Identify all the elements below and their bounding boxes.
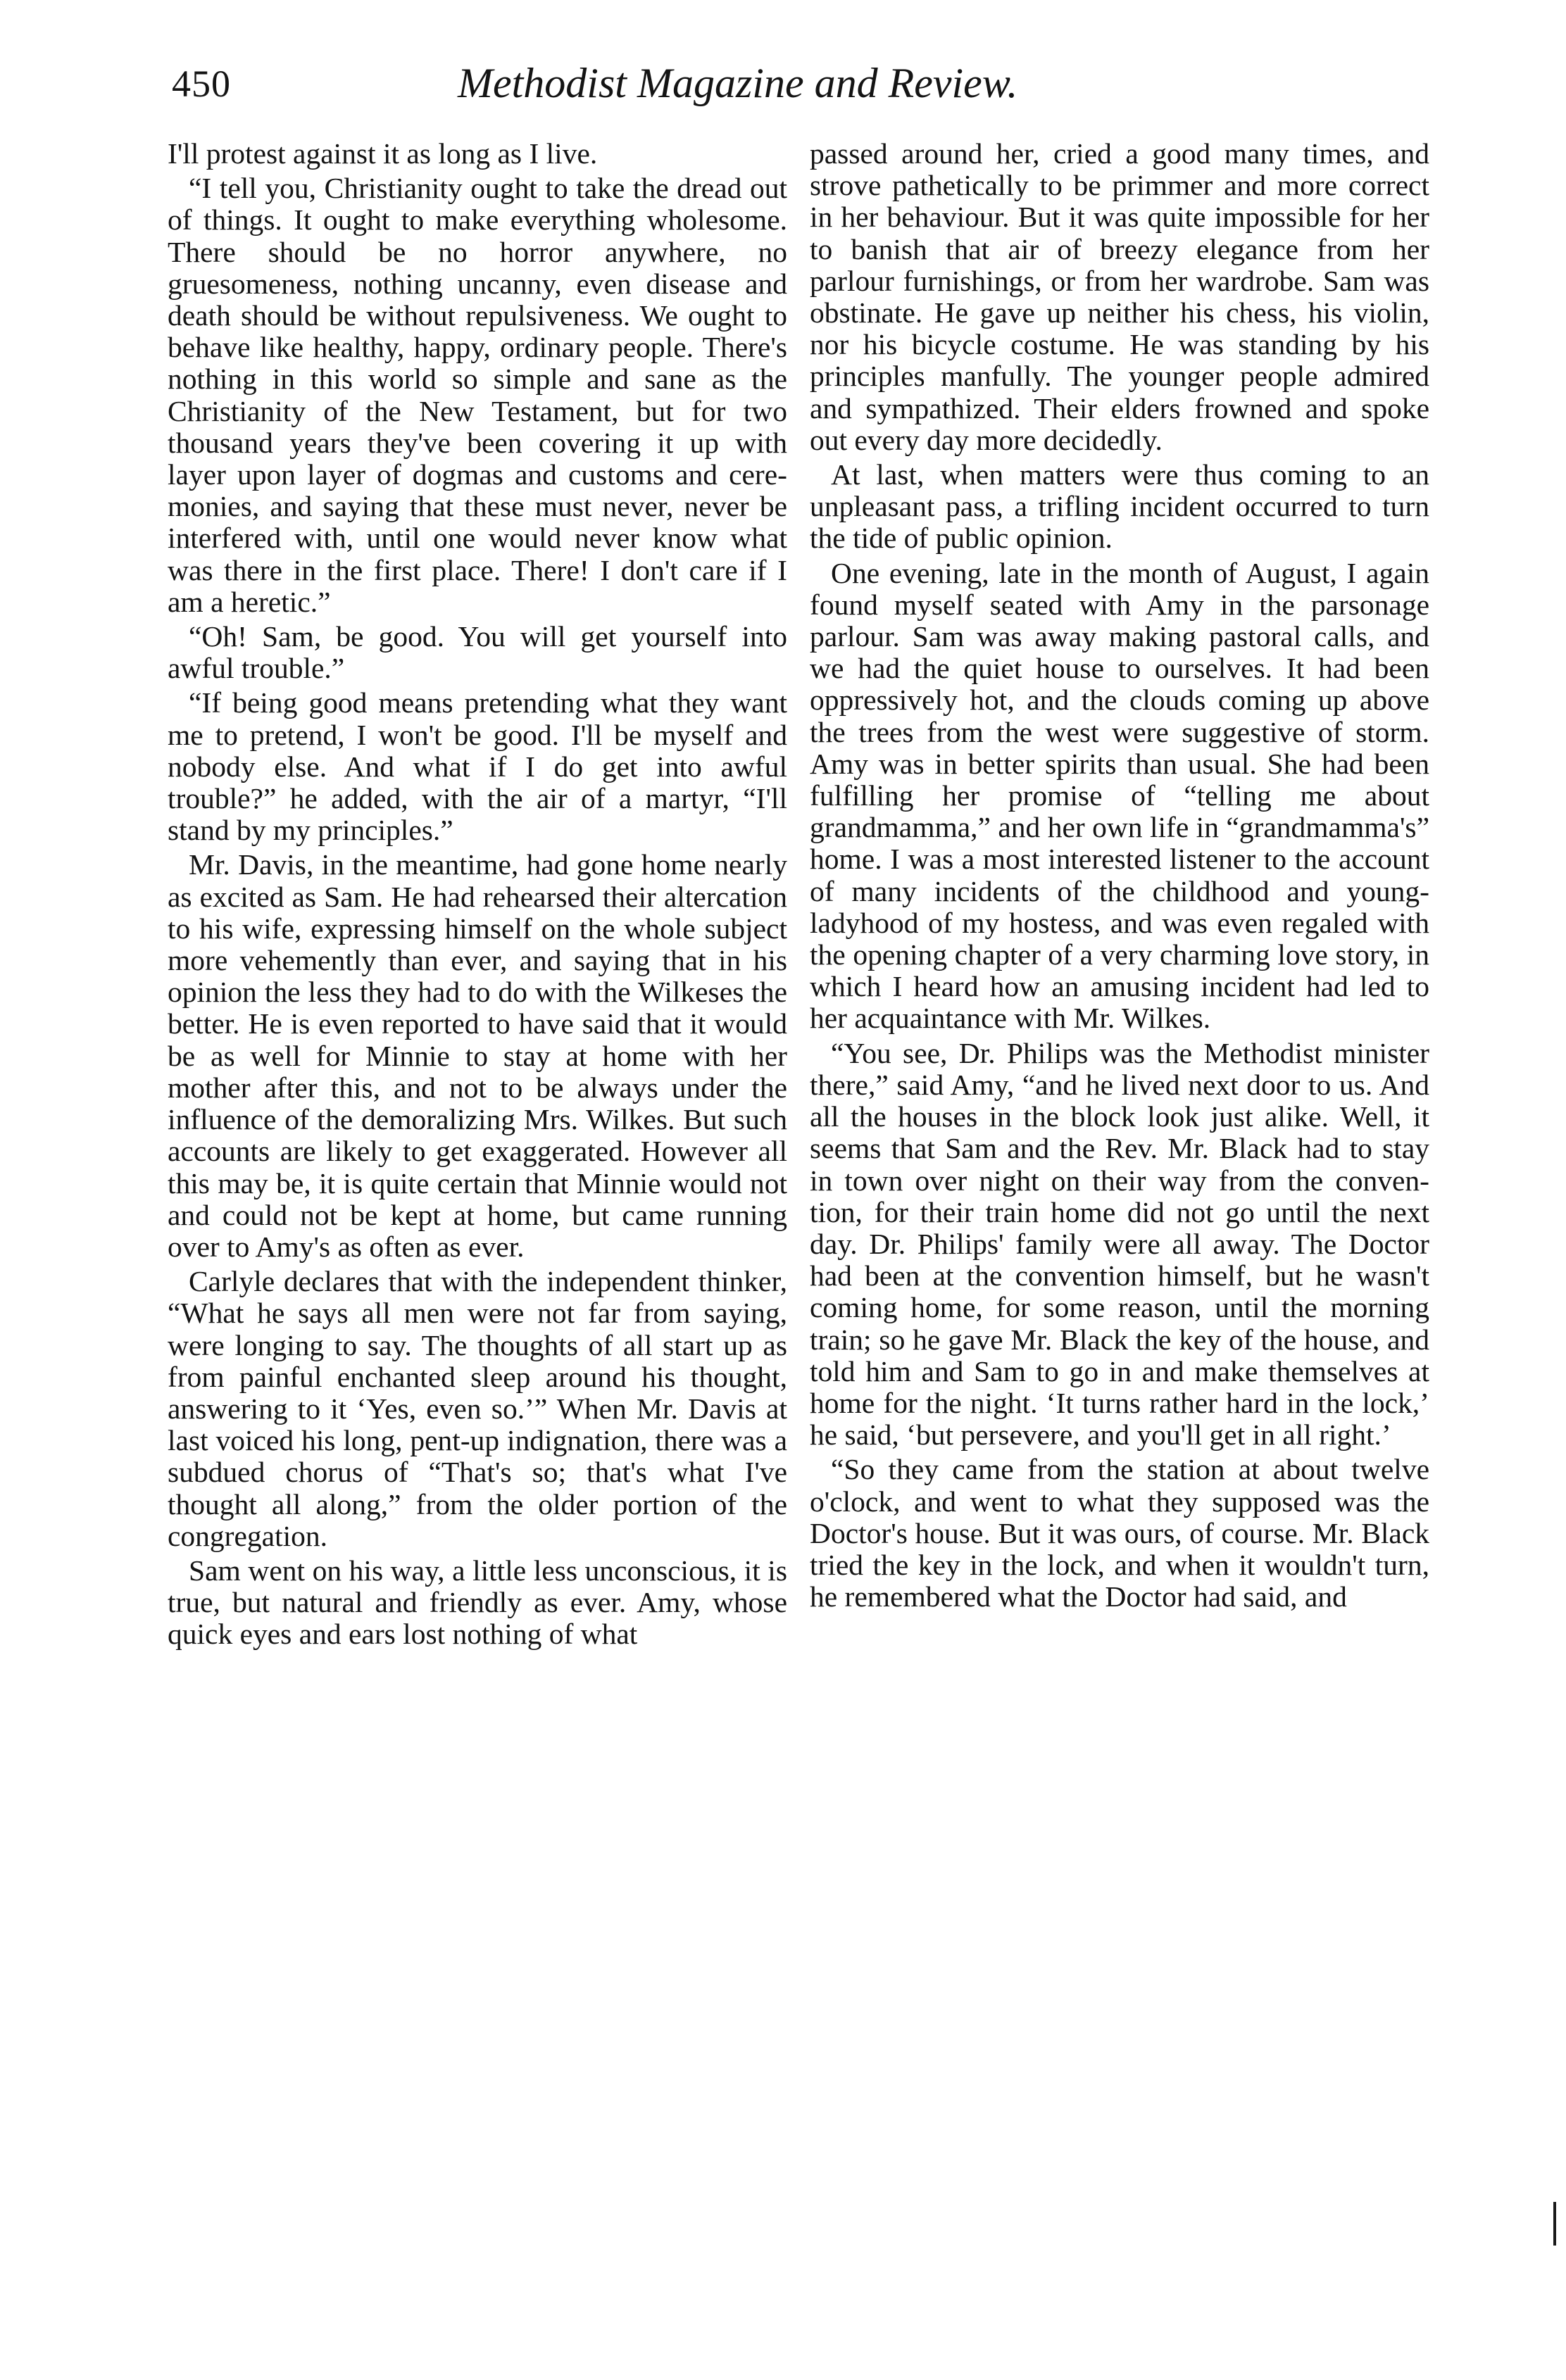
paragraph: One evening, late in the month of August, I again found myself seated with Amy in the parsonage parlour. Sam was away making pastoral calls, and we had the quiet house to ourselves. It had been oppressively hot, and the clouds coming up above the trees from the west were suggestive of storm. Amy was in better spirits than usual. She had been fulfilling her promise of “telling me about grandmamma,” and her own life in “grandmamma's” home. I was a most interested listener to the account of many incidents of the childhood and young-ladyhood of my hostess, and was even regaled with the opening chapter of a very charming love story, in which I heard how an amusing incident had led to her acquaintance with Mr. Wilkes.	[810, 556, 1429, 1035]
right-column	[810, 138, 1429, 1616]
running-title: Methodist Magazine and Review.	[458, 60, 1018, 106]
paragraph: At last, when matters were thus coming to an unpleasant pass, a trifling incident occurred to turn the tide of public opinion.	[810, 458, 1429, 555]
page-number: 450	[172, 63, 231, 105]
paragraph: Carlyle declares that with the independent thinker, “What he says all men were not far from saying, were longing to say. The thoughts of all start up as from painful enchanted sleep around his thought, answering to it ‘Yes, even so.’” When Mr. Davis at last voiced his long, pent-up indignation, there was a subdued chorus of “That's so; that's what I've thought all along,” from the older portion of the congregation.	[168, 1265, 787, 1552]
left-column	[168, 138, 787, 1654]
margin-mark	[1553, 2202, 1556, 2246]
paragraph: Sam went on his way, a little less unconscious, it is true, but natural and friendly as ever. Amy, whose quick eyes and ears lost nothing of what	[168, 1554, 787, 1651]
paragraph: “You see, Dr. Philips was the Methodist minister there,” said Amy, “and he lived next door to us. And all the houses in the block look just alike. Well, it seems that Sam and the Rev. Mr. Black had to stay in town over night on their way from the convention, for their train home did not go until the next day. Dr. Philips' family were all away. The Doctor had been at the convention himself, but he wasn't coming home, for some reason, until the morning train; so he gave Mr. Black the key of the house, and told him and Sam to go in and make themselves at home for the night. ‘It turns rather hard in the lock,’ he said, ‘but persevere, and you'll get in all right.’	[810, 1036, 1429, 1452]
paragraph: “So they came from the station at about twelve o'clock, and went to what they supposed was the Doctor's house. But it was ours, of course. Mr. Black tried the key in the lock, and when it wouldn't turn, he remembered what the Doctor had said, and	[810, 1453, 1429, 1613]
paragraph: passed around her, cried a good many times, and strove pathetically to be primmer and more correct in her behaviour. But it was quite impossible for her to banish that air of breezy elegance from her parlour furnishings, or from her wardrobe. Sam was obstinate. He gave up neither his chess, his violin, nor his bicycle costume. He was standing by his principles manfully. The younger people admired and sympathized. Their elders frowned and spoke out every day more decidedly.	[810, 137, 1429, 456]
paragraph: “I tell you, Christianity ought to take the dread out of things. It ought to make everything wholesome. There should be no horror anywhere, no gruesomeness, nothing uncanny, even disease and death should be without repulsiveness. We ought to behave like healthy, happy, ordinary people. There's nothing in this world so simple and sane as the Christianity of the New Testament, but for two thousand years they've been covering it up with layer upon layer of dogmas and customs and ceremonies, and saying that these must never, never be interfered with, until one would never know what was there in the first place. There! I don't care if I am a heretic.”	[168, 172, 787, 618]
paragraph: “Oh! Sam, be good. You will get yourself into awful trouble.”	[168, 620, 787, 685]
paragraph: “If being good means pretending what they want me to pretend, I won't be good. I'll be myself and nobody else. And what if I do get into awful trouble?” he added, with the air of a martyr, “I'll stand by my principles.”	[168, 686, 787, 847]
paragraph: Mr. Davis, in the meantime, had gone home nearly as excited as Sam. He had rehearsed their altercation to his wife, expressing himself on the whole subject more vehemently than ever, and saying that in his opinion the less they had to do with the Wilkeses the better. He is even reported to have said that it would be as well for Minnie to stay at home with her mother after this, and not to be always under the influence of the demoralizing Mrs. Wilkes. But such accounts are likely to get exaggerated. However all this may be, it is quite certain that Minnie would not and could not be kept at home, but came running over to Amy's as often as ever.	[168, 848, 787, 1263]
paragraph: I'll protest against it as long as I live.	[168, 137, 598, 170]
